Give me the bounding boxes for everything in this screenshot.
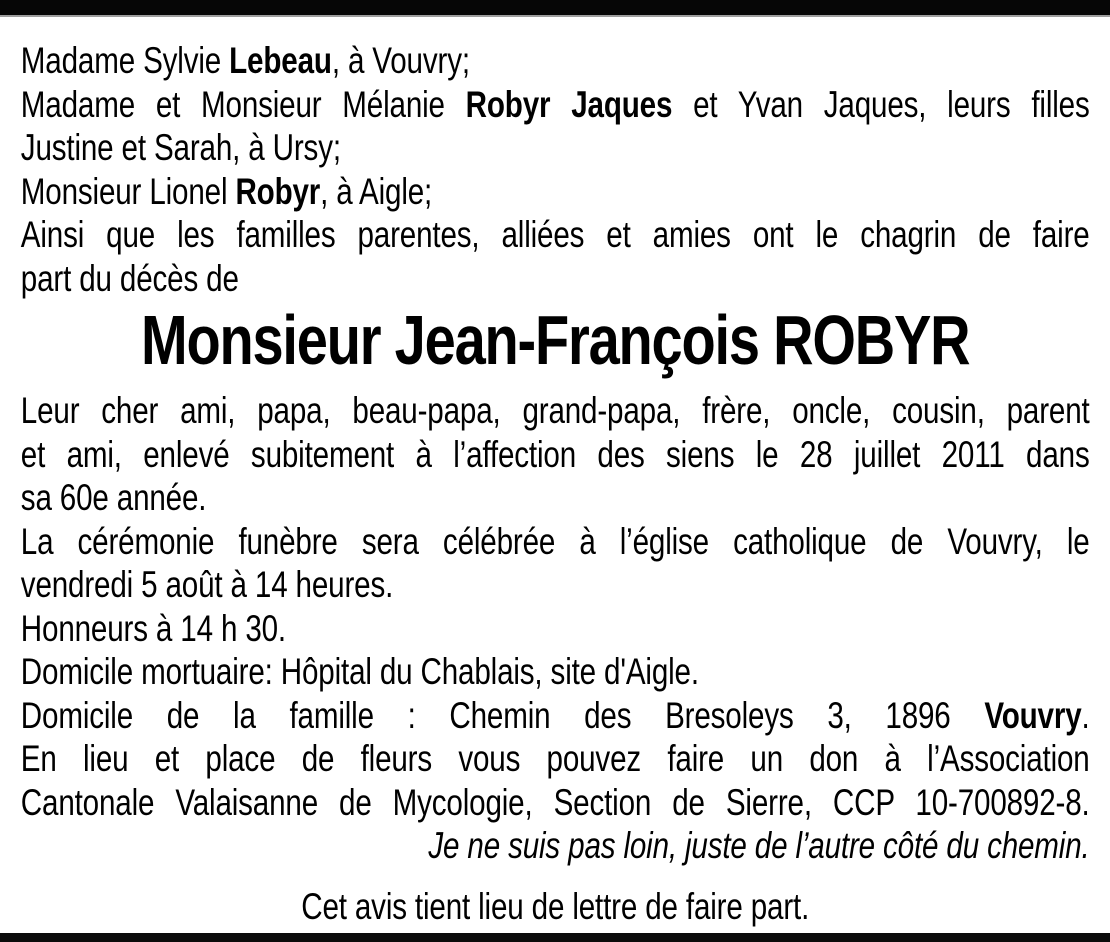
line-eulogy-1 (21, 389, 1090, 433)
line-lionel-robyr (21, 170, 1090, 214)
memorial-quote: Je ne suis pas loin, juste de l’autre côté du chemin. (428, 825, 1090, 866)
top-border-bar (0, 0, 1110, 17)
bold-name: Vouvry (984, 694, 1082, 736)
line-sylvie-lebeau (21, 39, 1090, 83)
bold-name: Robyr Jaques (465, 83, 673, 125)
footer-note: Cet avis tient lieu de lettre de faire part. (301, 885, 810, 927)
deceased-name-title: Monsieur Jean-François ROBYR (141, 301, 970, 379)
line-ceremony-2 (21, 563, 1090, 607)
line-text: En lieu et place de fleurs vous pouvez faire un don à l’Association (20, 738, 1090, 779)
line-text: Madame Sylvie (20, 40, 230, 81)
line-text: Domicile de la famille : Chemin des Bresoleys 3, 1896 (20, 694, 985, 736)
line-melanie-robyr-jaques (21, 83, 1090, 127)
line-don-2 (21, 781, 1090, 825)
line-text: Leur cher ami, papa, beau-papa, grand-papa, frère, oncle, cousin, parent (20, 390, 1090, 431)
line-text: Ainsi que les familles parentes, alliées et amies ont le chagrin de faire (20, 214, 1090, 255)
line-text: Cantonale Valaisanne de Mycologie, Section de Sierre, CCP 10-700892-8. (20, 781, 1090, 823)
line-honneurs (21, 607, 1090, 651)
line-text: et Yvan Jaques, leurs filles (672, 83, 1090, 125)
line-text: Monsieur Lionel (20, 170, 236, 212)
line-intro-1 (21, 213, 1090, 257)
line-text: La cérémonie funèbre sera célébrée à l’église catholique de Vouvry, le (20, 520, 1090, 562)
line-eulogy-2 (21, 433, 1090, 477)
line-text: vendredi 5 août à 14 heures. (20, 564, 394, 605)
line-text: part du décès de (20, 257, 239, 299)
line-justine-sarah (21, 126, 1090, 170)
line-ceremony-1 (21, 520, 1090, 564)
line-text: . (1081, 694, 1090, 736)
line-text: Justine et Sarah, à Ursy; (20, 127, 341, 168)
notice-content (0, 17, 1110, 928)
line-text: sa 60e année. (20, 477, 207, 518)
line-text: Madame et Monsieur Mélanie (20, 83, 466, 125)
line-eulogy-3 (21, 476, 1090, 520)
bold-name: Lebeau (229, 40, 332, 81)
line-text: Domicile mortuaire: Hôpital du Chablais, site d'Aigle. (20, 651, 699, 692)
line-text: , à Aigle; (320, 170, 433, 212)
line-text: et ami, enlevé subitement à l’affection des siens le 28 juillet 2011 dans (20, 433, 1090, 475)
bold-name: Robyr (235, 170, 321, 212)
line-intro-2 (21, 257, 1090, 301)
line-domicile-mortuaire (21, 650, 1090, 694)
bottom-border-bar (0, 933, 1110, 942)
line-text: Honneurs à 14 h 30. (20, 607, 287, 649)
line-don-1 (21, 737, 1090, 781)
line-text: , à Vouvry; (331, 40, 470, 81)
line-domicile-famille (21, 694, 1090, 738)
